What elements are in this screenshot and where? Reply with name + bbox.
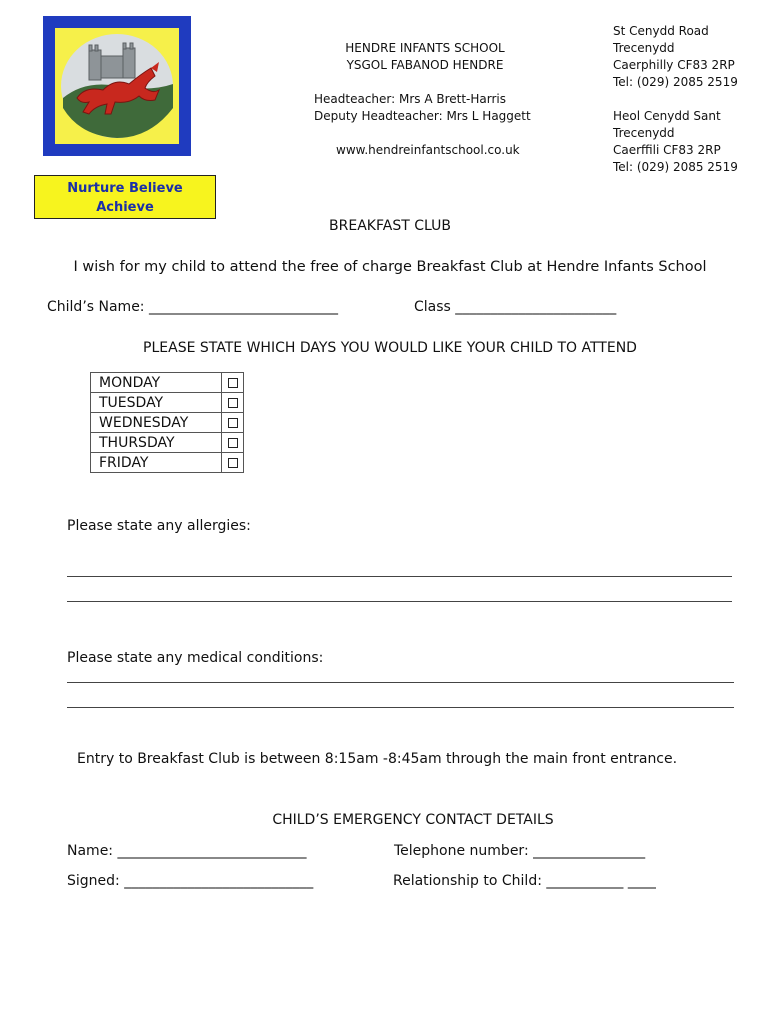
day-label: MONDAY	[91, 373, 222, 393]
day-label: THURSDAY	[91, 433, 222, 453]
day-row	[91, 413, 244, 433]
address-en-line: Caerphilly CF83 2RP	[613, 58, 735, 72]
days-table	[90, 372, 244, 473]
medical-input-line[interactable]	[67, 682, 734, 683]
motto-line: Achieve	[96, 200, 154, 215]
allergies-input-line[interactable]	[67, 601, 732, 602]
address-cy-line: Heol Cenydd Sant	[613, 109, 721, 123]
school-logo	[43, 16, 191, 156]
day-checkbox-cell	[222, 413, 244, 433]
day-row	[91, 433, 244, 453]
class-field[interactable]: Class _______________________	[414, 299, 617, 315]
deputy-headteacher: Deputy Headteacher: Mrs L Haggett	[314, 109, 531, 123]
logo-background	[55, 28, 179, 144]
entry-note: Entry to Breakfast Club is between 8:15am -8:45am through the main front entrance.	[77, 751, 678, 767]
checkbox-monday[interactable]	[228, 378, 238, 388]
days-heading: PLEASE STATE WHICH DAYS YOU WOULD LIKE YOUR CHILD TO ATTEND	[143, 340, 637, 356]
contact-name-field[interactable]: Name: ___________________________	[67, 843, 307, 859]
checkbox-wednesday[interactable]	[228, 418, 238, 428]
day-row	[91, 373, 244, 393]
school-motto	[34, 175, 216, 219]
day-row	[91, 453, 244, 473]
day-row	[91, 393, 244, 413]
day-label: TUESDAY	[91, 393, 222, 413]
day-checkbox-cell	[222, 373, 244, 393]
checkbox-friday[interactable]	[228, 458, 238, 468]
headteacher: Headteacher: Mrs A Brett-Harris	[314, 92, 507, 106]
address-cy-phone: Tel: (029) 2085 2519	[613, 160, 738, 174]
emergency-heading: CHILD’S EMERGENCY CONTACT DETAILS	[272, 812, 554, 828]
dragon-castle-emblem	[55, 28, 179, 144]
medical-label: Please state any medical conditions:	[67, 650, 324, 666]
allergies-input-line[interactable]	[67, 576, 732, 577]
address-en-phone: Tel: (029) 2085 2519	[613, 75, 738, 89]
school-website-link[interactable]: www.hendreinfantschool.co.uk	[336, 143, 520, 157]
school-name: HENDRE INFANTS SCHOOL	[345, 41, 505, 55]
day-label: WEDNESDAY	[91, 413, 222, 433]
child-name-field[interactable]: Child’s Name: ___________________________	[47, 299, 338, 315]
day-checkbox-cell	[222, 393, 244, 413]
address-en-line: Trecenydd	[613, 41, 675, 55]
school-name-welsh: YSGOL FABANOD HENDRE	[346, 58, 504, 72]
day-checkbox-cell	[222, 433, 244, 453]
allergies-label: Please state any allergies:	[67, 518, 251, 534]
form-title: BREAKFAST CLUB	[329, 218, 451, 234]
checkbox-thursday[interactable]	[228, 438, 238, 448]
address-cy-line: Caerffili CF83 2RP	[613, 143, 721, 157]
address-cy-line: Trecenydd	[613, 126, 675, 140]
address-en-line: St Cenydd Road	[613, 24, 709, 38]
checkbox-tuesday[interactable]	[228, 398, 238, 408]
day-checkbox-cell	[222, 453, 244, 473]
telephone-field[interactable]: Telephone number: ________________	[394, 843, 646, 859]
form-intro: I wish for my child to attend the free of charge Breakfast Club at Hendre Infants School	[73, 259, 707, 275]
signature-field[interactable]: Signed: ___________________________	[67, 873, 314, 889]
day-label: FRIDAY	[91, 453, 222, 473]
medical-input-line[interactable]	[67, 707, 734, 708]
relationship-field[interactable]: Relationship to Child: ___________ ____	[393, 873, 656, 889]
motto-line: Nurture Believe	[67, 181, 183, 196]
